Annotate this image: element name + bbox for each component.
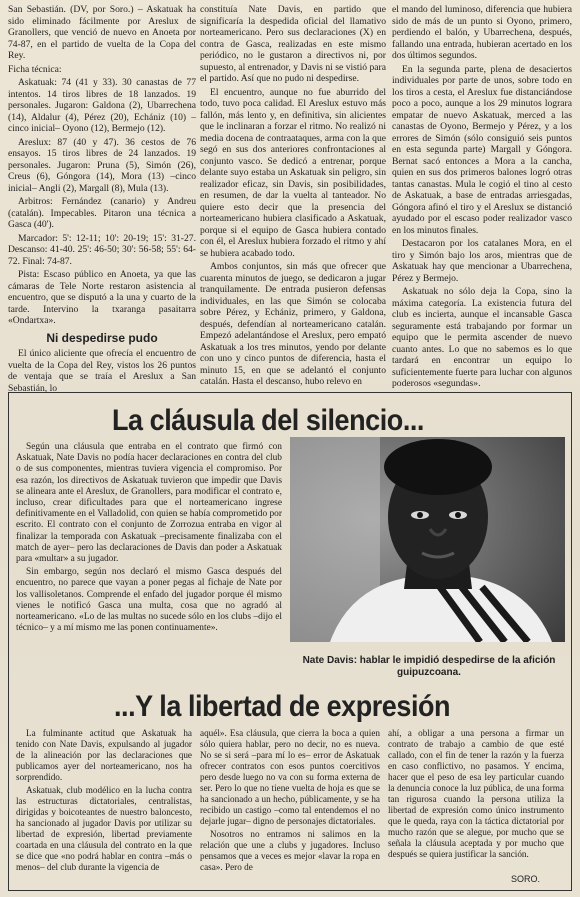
- box-upper-text: [16, 442, 282, 636]
- article-paragraph: Ambos conjuntos, sin más que ofrecer que cuarenta minutos de juego, se dedicaron a jugar tranquilamente. De entrada pusieron defensas individuales, en las que Simón se colocaba sobre Pérez, y Echániz, primero, y Galdona, después, defendían al norteamericano catalán. Empezó adelantándose el Areslux, pero empató Askatuak a los tres minutos, yendo por delante con uno y cinco puntos de diferencia, hasta el minuto 15, en que se adelantó el conjunto catalán. Hasta el descanso, hubo relevo en: [200, 261, 386, 387]
- article-paragraph: constituía Nate Davis, en partido que significaría la despedida oficial del llamativo norteamericano. Pero sus declaraciones (X) en contra de Gasca, realizadas en este mismo periódico, no le gustaron a directivos ni, por supuesto, al entrenador, y Davis ni se vistió para el partido. Así que no pudo ni despedirse.: [200, 4, 386, 84]
- article-paragraph: Nosotros no entramos ni salimos en la relación que une a clubs y jugadores. Incluso pensamos que a veces es mejor «lavar la ropa en casa». Pero de: [200, 829, 380, 872]
- article-paragraph: el mando del luminoso, diferencia que hubiera sido de más de un punto si Oyono, primero, perdiendo el balón, y Ubarrechena, después, fallando una entrada, hubieran acertado en los dos últimos segundos.: [392, 4, 572, 61]
- scoreboard: Marcador: 5': 12-11; 10': 20-19; 15': 31-27. Descanso: 41-40. 25': 46-50; 30': 56-58; 55': 64-72. Final: 74-87.: [8, 232, 196, 267]
- referees: Arbitros: Fernández (canario) y Andreu (catalán). Impecables. Pitaron una técnica a Gasca (40').: [8, 196, 196, 230]
- subhead: Ni despedirse pudo: [46, 330, 158, 345]
- player-photo: [290, 437, 565, 642]
- article-column-2: [200, 4, 386, 390]
- ficha-title: Ficha técnica:: [8, 63, 62, 75]
- article-paragraph: aquél». Esa cláusula, que cierra la boca a quien sólo quiera hablar, pero no decir, no es nueva. No se si será –para mí lo es– error de Askatuak ofrecer contratos con esos puntos coercitivos pero desde luego no va con su forma externa de ser. Pero lo que no tiene vuelta de hoja es que se ha sancionado a un hecho, públicamente, y se ha recibido un castigo –como tal entendemos el no dejarle jugar– digno de personajes dictatoriales.: [200, 728, 380, 826]
- article-paragraph: El único aliciente que ofrecía el encuentro de vuelta de la Copa del Rey, vistos los 26 puntos de ventaja que se traía el Areslux a San Sebastián, lo: [8, 348, 196, 394]
- box-lower-column-1: [16, 728, 192, 875]
- article-paragraph: Sin embargo, según nos declaró el mismo Gasca después del encuentro, no parece que vayan a poner pegas al fichaje de Nate por los vallisoletanos. Comprende el enfado del jugador porque él mismo vienes le notificó Gasca una multa, cosa que no agradó al norteamericano. «Lo de las multas no sucede sólo en los clubs –dijo el técnico– y a mí mismo me las ponen continuamente».: [16, 567, 282, 634]
- article-paragraph: Askatuak no sólo deja la Copa, sino la máxima categoría. La existencia futura del club es incierta, aunque el incansable Gasca seguramente está trabajando por formar un equipo que le permita ascender de nuevo cuanto antes. Lo que no sabemos es lo que tardará en encontrar un equipo lo suficientemente fuerte para luchar con algunos poderosos «segundas».: [392, 286, 572, 389]
- article-paragraph: La fulminante actitud que Askatuak ha tenido con Nate Davis, expulsando al jugador de la alineación por las declaraciones que publicamos ayer del norteamericano, nos ha sorprendido.: [16, 728, 192, 782]
- article-paragraph: Destacaron por los catalanes Mora, en el tiro y Simón bajo los aros, mientras que de Askatuak hay que mencionar a Ubarrechena, Pérez y Bermejo.: [392, 238, 572, 284]
- article-paragraph: Según una cláusula que entraba en el contrato que firmó con Askatuak, Nate Davis no podía hacer declaraciones en contra del club o de sus componentes, mientras tuviera vigencia el compromiso. Por esa razón, los directivos de Askatuak tuvieron que impedir que Davis se alineara ante el Areslux, de Granollers, para modificar el contrato e, incluso, crear dificultades para que el norteamericano ingrese definitivamente en el Valladolid, con quien se había comprometido por escrito. El contrato con el conjunto de Zorrozua entraba en vigor al finalizar la temporada con Askatuak –precisamente finalizaba con el match de ayer– pero las declaraciones de Davis dan poder a Askatuak para «multar» a su jugador.: [16, 442, 282, 565]
- article-column-3: [392, 4, 572, 392]
- player-portrait-image: [290, 437, 565, 642]
- box-lower-column-3: [388, 728, 564, 862]
- author-signature: SORO.: [510, 874, 540, 884]
- court-info: Pista: Escaso público en Anoeta, ya que las cámaras de Tele Norte restaron asistencia al encuentro, que se disputó a la una y cuarto de la tarde. Intervino la txaranga pasaitarra «Ondartxa».: [8, 269, 196, 326]
- askatuak-stats: Askatuak: 74 (41 y 33). 30 canastas de 77 intentos. 14 tiros libres de 18 lanzados. 19 personales. Jugaron: Galdona (2), Ubarrechena (14), Aldalur (4), Pérez (20), Echániz (10) –cinco inicial– Oyono (12), Bermejo (12).: [8, 77, 196, 134]
- areslux-stats: Areslux: 87 (40 y 47). 36 cestos de 76 ensayos. 15 tiros libres de 24 lanzados. 19 personales. Jugaron: Pruna (5), Simón (26), Creus (6), Góngora (14), Mora (13) –cinco inicial– Angli (2), Margall (8), Mula (13).: [8, 136, 196, 194]
- article-paragraph: En la segunda parte, plena de desaciertos individuales por parte de unos, sobre todo en los tiros a cesta, el Areslux fue distanciándose poco a poco, aunque a los 29 minutos lograra empatar de nuevo Askatuak, merced a las canastas de Oyono, Bermejo y Pérez, y a los errores de Simón (sólo consiguió seis puntos en esta segunda parte) Margall y Góngora. Bernat sacó entonces a Mora a la cancha, quien en sus dos primeros balones logró otras tantas canastas. Mula le cogió el tino al cesto de Askatuak, a base de entradas arriesgadas, Góngora afinó el tiro y el Areslux se distanció ayudado por el escaso poder realizador vasco en los minutos finales.: [392, 63, 572, 236]
- article-paragraph: El encuentro, aunque no fue aburrido del todo, tuvo poca calidad. El Areslux estuvo más fallón, más lento y, en definitiva, sin alicientes que le inclinaran a forzar el ritmo. No realizó ni media docena de contraataques, arma con la que segó en sus dos anteriores confrontaciones al conjunto vasco. Se dedicó a entrenar, porque delante suyo estaba un Askatuak sin peligro, sin realizador eficaz, sin Davis, sin posibilidades, en resumen, de dar la vuelta al tanteador. No quiere esto decir que la presencia del norteamericano hubiera clasificado a Askatuak, porque si el equipo de Gasca hubiera contado con él, el Areslux hubiera forzado el ritmo y ahí se hubiera acabado todo.: [200, 86, 386, 259]
- headline-freedom: ...Y la libertad de expresión: [114, 690, 451, 723]
- photo-caption: Nate Davis: hablar le impidió despedirse de la afición guipuzcoana.: [302, 655, 556, 678]
- article-paragraph: ahí, a obligar a una persona a firmar un contrato de trabajo a cambio de que esté callado, con el fin de tener la razón y la fuerza en caso conflictivo, no pasamos. Y encima, hacer que el peso de esa ley particular cuando la denuncia conoce la luz pública, de una forma tan rigurosa cuando la persona utiliza la libertad de expresión como único instrumento que le queda, raya con la táctica dictatorial por mucho razón que se alegue, por mucho que se señala la cláusula aceptada y por mucho que después se quiera justificar la sanción.: [388, 728, 564, 859]
- box-lower-column-2: [200, 728, 380, 875]
- article-lead: San Sebastián. (DV, por Soro.) – Askatuak ha sido eliminado fácilmente por Areslux de Granollers, que venció de nuevo en Anoeta por 74-87, en el partido de vuelta de la Copa del Rey.: [8, 4, 196, 61]
- headline-silence: La cláusula del silencio...: [112, 404, 424, 437]
- article-column-1: [8, 4, 196, 396]
- article-paragraph: Askatuak, club modélico en la lucha contra las estructuras dictatoriales, centralistas, dirigidas y boicoteantes de nuestro baloncesto, ha sancionado al jugador Davis por utilizar su libertad de expresión, libertad previamente coartada en una cláusula del contrato en la que se dice que «no podrá hablar en contra –más o menos– del club durante la vigencia de: [16, 785, 192, 872]
